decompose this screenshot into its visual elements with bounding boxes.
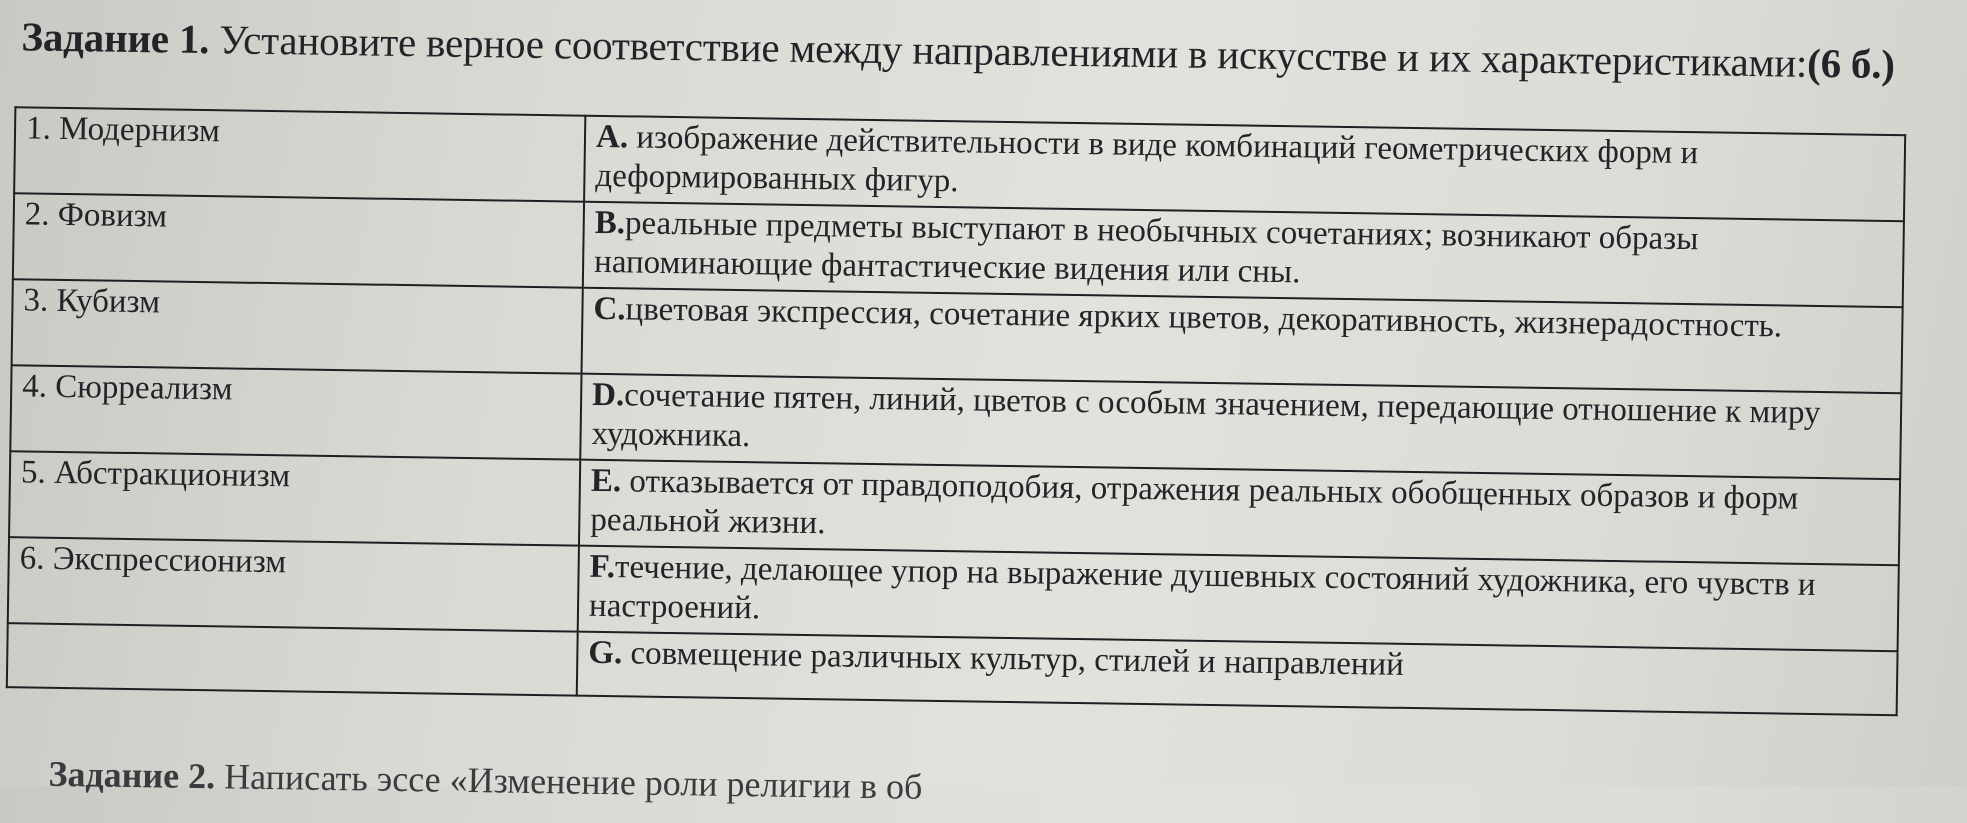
task1-text: Установите верное соответствие между направлениями в искусстве и их характеристиками:	[218, 16, 1808, 86]
art-movement-cell: 2. Фовизм	[13, 193, 584, 287]
art-movement-cell: 4. Сюрреализм	[10, 365, 581, 459]
matching-table	[6, 106, 1906, 716]
characteristic-text: совмещение различных культур, стилей и направлений	[622, 635, 1405, 683]
task1-points: (6 б.)	[1806, 39, 1896, 88]
characteristic-text: цветовая экспрессия, сочетание ярких цветов, декоративность, жизнерадостность.	[625, 291, 1783, 345]
characteristic-letter: С.	[593, 290, 626, 328]
characteristic-text: сочетание пятен, линий, цветов с особым значением, передающие отношение к миру художника.	[591, 377, 1821, 455]
art-movement-cell: 6. Экспрессионизм	[8, 537, 579, 631]
characteristic-letter: G.	[588, 634, 623, 672]
task2-label: Задание 2.	[48, 753, 216, 797]
art-movement-cell	[7, 623, 578, 695]
characteristic-letter: А.	[595, 118, 629, 156]
art-movement-cell: 3. Кубизм	[12, 279, 583, 373]
task2-text: Написать эссе «Изменение роли религии в об	[223, 756, 923, 807]
characteristic-text: изображение действительности в виде комбинаций геометрических форм и деформированных фигур.	[595, 119, 1699, 200]
task2-heading	[48, 753, 922, 808]
task1-label: Задание 1.	[21, 13, 210, 63]
characteristic-letter: D.	[591, 376, 625, 414]
art-movement-cell: 5. Абстракционизм	[9, 451, 580, 545]
task1-heading	[21, 12, 1895, 88]
characteristic-letter: F.	[589, 548, 616, 586]
characteristic-letter: В.	[594, 204, 626, 242]
characteristic-text: отказывается от правдоподобия, отражения реальных обобщенных образов и форм реальной жизни.	[590, 463, 1799, 542]
characteristic-text: течение, делающее упор на выражение душевных состояний художника, его чувств и настроений.	[588, 549, 1816, 627]
characteristic-letter: Е.	[590, 462, 622, 500]
art-movement-cell: 1. Модернизм	[14, 107, 585, 201]
characteristic-text: реальные предметы выступают в необычных сочетаниях; возникают образы напоминающие фантастические видения или сны.	[593, 205, 1699, 291]
